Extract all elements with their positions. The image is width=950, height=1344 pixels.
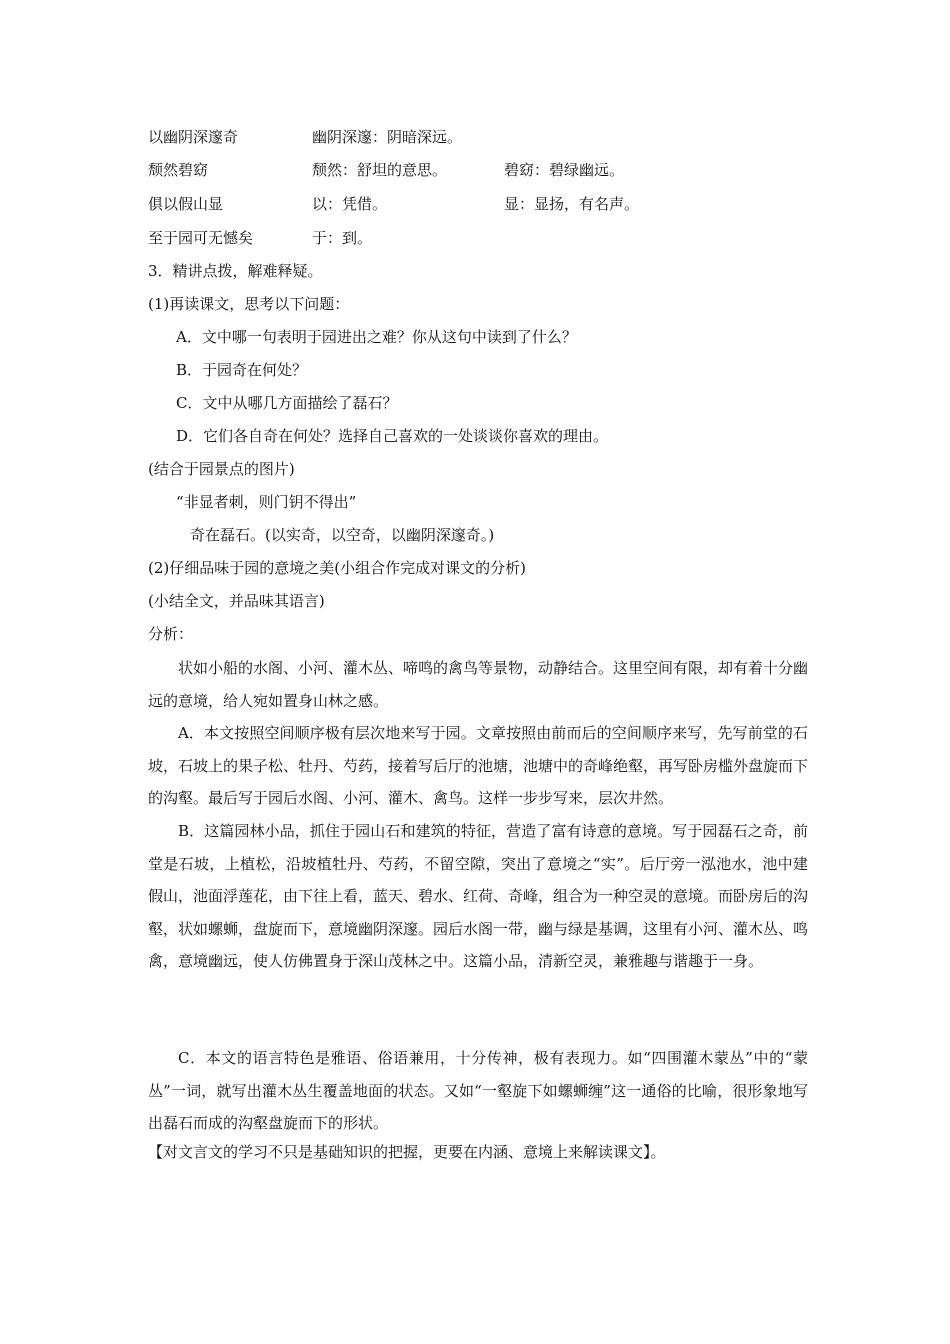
section-heading: 3．精讲点拨，解难释疑。	[148, 262, 323, 280]
vocab-gloss: 幽阴深邃：阴暗深远。	[312, 128, 463, 146]
quote-line: “非显者刺，则门钥不得出”	[176, 493, 357, 511]
vocab-gloss: 于：到。	[312, 229, 373, 247]
vocab-gloss: 颓然：舒坦的意思。	[312, 161, 448, 179]
question-item: C．文中从哪几方面描绘了磊石？	[176, 394, 398, 412]
question-item: D．它们各自奇在何处？选择自己喜欢的一处谈谈你喜欢的理由。	[176, 427, 609, 445]
vocab-phrase: 至于园可无憾矣	[148, 229, 254, 247]
question-item: A．文中哪一句表明于园进出之难？你从这句中读到了什么？	[176, 328, 577, 346]
vocab-gloss: 碧窈：碧绿幽远。	[504, 161, 625, 179]
vocab-gloss: 显：显扬，有名声。	[504, 195, 640, 213]
picture-note: (结合于园景点的图片)	[148, 460, 295, 478]
vocab-gloss: 以：凭借。	[312, 195, 388, 213]
summary-note: (小结全文，并品味其语言)	[148, 592, 325, 610]
conclusion-note: 【对文言文的学习不只是基础知识的把握，更要在内涵、意境上来解读课文】。	[148, 1143, 666, 1161]
analysis-paragraph-b: B．这篇园林小品，抓住于园山石和建筑的特征，营造了富有诗意的意境。写于园磊石之奇，前堂是石坡，上植松，沿坡植牡丹、芍药，不留空隙，突出了意境之“实”。后厅旁一泓池水，池中建假山，池面浮莲花，由下往上看，蓝天、碧水、红荷、奇峰，组合为一种空灵的意境。而卧房后的沟壑，状如螺蛳，盘旋而下，意境幽阴深邃。园后水阁一带，幽与绿是基调，这里有小河、灌木丛、鸣禽，意境幽远，使人仿佛置身于深山茂林之中。这篇小品，清新空灵，兼雅趣与谐趣于一身。	[148, 822, 809, 970]
part-two-heading: (2)仔细品味于园的意境之美(小组合作完成对课文的分析)	[148, 559, 526, 577]
vocab-phrase: 以幽阴深邃奇	[148, 128, 239, 146]
analysis-paragraph-a: A．本文按照空间顺序极有层次地来写于园。文章按照由前而后的空间顺序来写，先写前堂的石坡，石坡上的果子松、牡丹、芍药，接着写后厅的池塘，池塘中的奇峰绝壑，再写卧房槛外盘旋而下的沟壑。最后写于园后水阁、小河、灌木、禽鸟。这样一步步写来，层次井然。	[148, 724, 809, 807]
question-item: B．于园奇在何处？	[176, 361, 308, 379]
analysis-label: 分析：	[148, 625, 194, 643]
vocab-phrase: 俱以假山显	[148, 195, 224, 213]
question-intro: (1)再读课文，思考以下问题：	[148, 295, 350, 313]
analysis-paragraph: 状如小船的水阁、小河、灌木丛、啼鸣的禽鸟等景物，动静结合。这里空间有限，却有着十分幽远的意境，给人宛如置身山林之感。	[148, 659, 809, 710]
vocab-phrase: 颓然碧窈	[148, 161, 209, 179]
answer-line: 奇在磊石。(以实奇，以空奇，以幽阴深邃奇。)	[190, 526, 495, 544]
analysis-paragraph-c: C．本文的语言特色是雅语、俗语兼用，十分传神，极有表现力。如“四围灌木蒙丛”中的“蒙丛”一词，就写出灌木丛生覆盖地面的状态。又如“一壑旋下如螺蛳缠”这一通俗的比喻，很形象地写出磊石而成的沟壑盘旋而下的形状。	[148, 1049, 808, 1132]
